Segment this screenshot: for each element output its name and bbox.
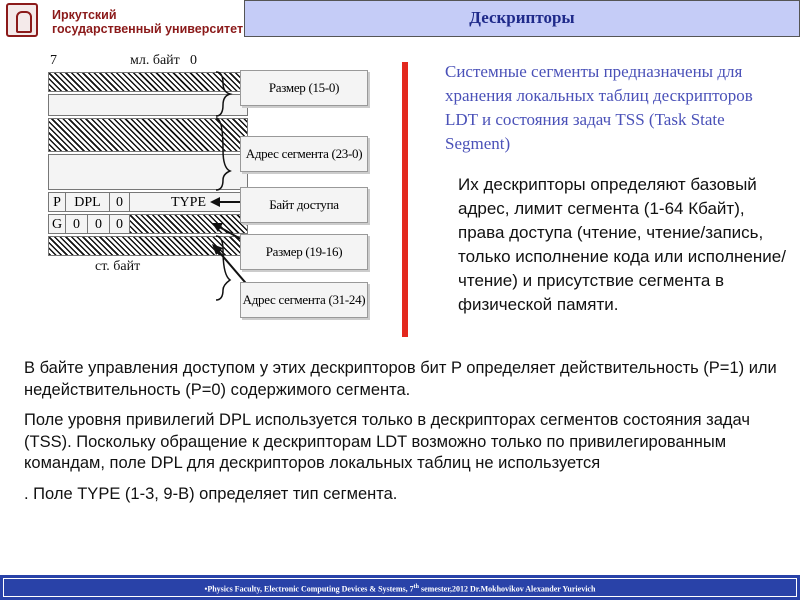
arrowhead-access-byte	[210, 197, 220, 207]
p-cell: P	[53, 195, 61, 210]
body-text	[24, 358, 784, 514]
system-segments-text: Системные сегменты предназначены для хранения локальных таблиц дескрипторов LDT и состояния задач TSS (Task State Segment)	[445, 62, 753, 153]
bit-7-label: 7	[50, 53, 57, 68]
descriptor-diagram	[40, 50, 370, 320]
logo-line-2: государственный университет	[52, 22, 244, 36]
accent-divider	[402, 62, 408, 337]
bit-0-label: 0	[190, 53, 197, 68]
zero-cell-1: 0	[65, 215, 87, 233]
g-cell: G	[51, 217, 63, 232]
footer-suffix: semester,2012 Dr.Mokhovikov Alexander Yurievich	[418, 584, 596, 594]
footer-prefix: •Physics Faculty, Electronic Computing Devices & Systems, 7	[204, 584, 414, 594]
field-size-low: Размер (15-0)	[240, 70, 368, 106]
brace-addr-high	[216, 236, 230, 300]
dpl-cell: DPL	[65, 193, 109, 211]
footer-superscript: th	[413, 584, 419, 590]
field-address-high: Адрес сегмента (31-24)	[240, 282, 368, 318]
zero-cell: 0	[109, 193, 129, 211]
footer-credits	[3, 578, 797, 597]
brace-size-low	[216, 72, 230, 116]
field-address-low: Адрес сегмента (23-0)	[240, 136, 368, 172]
field-size-high: Размер (19-16)	[240, 234, 368, 270]
slide-title: Дескрипторы	[469, 8, 575, 27]
paragraph-dpl: Поле уровня привилегий DPL используется только в дескрипторах сегментов состояния задач (TSS). Поскольку обращение к дескрипторам LDT возможно только по привилегированным командам, поле DPL для дескрипторов локальных таблиц не используется	[24, 411, 750, 472]
paragraph-type: . Поле TYPE (1-3, 9-B) определяет тип сегмента.	[24, 484, 398, 503]
paragraph-access-byte: В байте управления доступом у этих дескрипторов бит P определяет действительность (P=1) или недействительность (P=0) содержимого сегмента.	[24, 359, 777, 399]
high-byte-label: ст. байт	[95, 259, 141, 274]
footer-bar	[0, 575, 800, 600]
field-access-byte: Байт доступа	[240, 187, 368, 223]
brace-addr-low	[216, 118, 230, 190]
zero-cell-2: 0	[87, 215, 109, 233]
descriptors-text: Их дескрипторы определяют базовый адрес, лимит сегмента (1-64 Кбайт), права доступа (чтение, чтение/запись, только исполнение кода или исполнение/чтение) и присутствие сегмента в физической памяти.	[458, 175, 786, 314]
university-emblem-icon	[6, 3, 38, 37]
type-cell: TYPE	[129, 193, 247, 211]
logo-line-1: Иркутский	[52, 8, 117, 22]
university-logo	[0, 0, 244, 40]
low-byte-label: мл. байт	[130, 53, 180, 68]
title-bar	[244, 0, 800, 37]
zero-cell-3: 0	[109, 215, 129, 233]
